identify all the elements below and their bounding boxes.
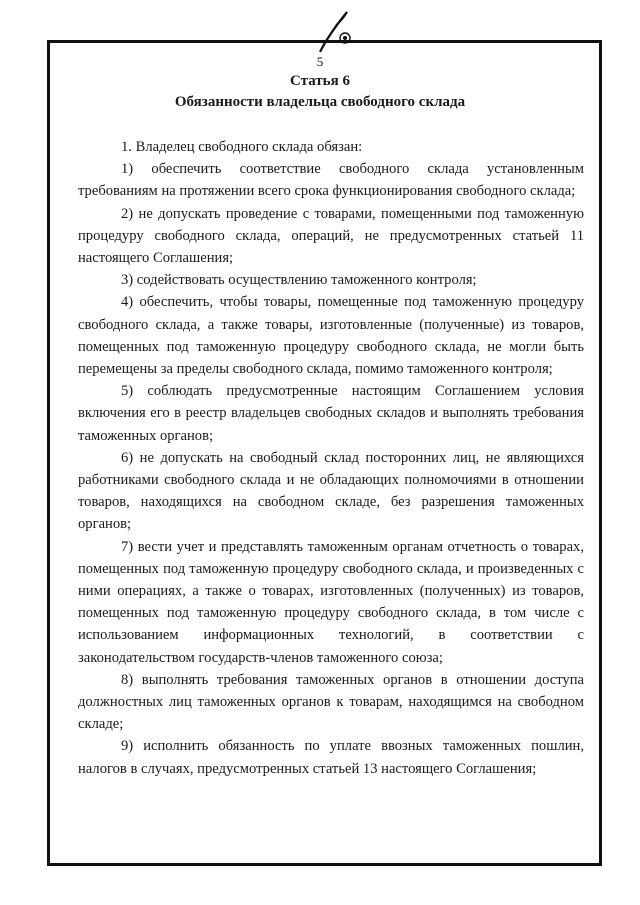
- article-title: Статья 6: [290, 73, 350, 89]
- intro-paragraph: 1. Владелец свободного склада обязан:: [121, 139, 363, 155]
- article-heading: Обязанности владельца свободного склада: [174, 94, 466, 110]
- article-body: [78, 133, 584, 780]
- list-item: 8) выполнять требования таможенных органов в отношении доступа должностных лиц таможенных органов к товарам, находящимся на свободном складе;: [78, 671, 584, 733]
- page-number: 5: [316, 54, 324, 69]
- list-item: 9) исполнить обязанность по уплате ввозных таможенных пошлин, налогов в случаях, предусмотренных статьей 13 настоящего Соглашения;: [78, 738, 584, 777]
- list-item: 5) соблюдать предусмотренные настоящим Соглашением условия включения его в реестр владельцев свободных складов и выполнять требования таможенных органов;: [78, 383, 584, 444]
- stamp-mark-icon: [316, 10, 352, 54]
- list-item: 2) не допускать проведение с товарами, помещенными под таможенную процедуру свободного склада, операций, не предусмотренных статьей 11 настоящего Соглашения;: [78, 205, 584, 267]
- list-item: 7) вести учет и представлять таможенным органам отчетность о товарах, помещенных под таможенную процедуру свободного склада, и произведенных с ними операциях, а также о товарах, изготовленных (полученных) из товаров, помещенных под таможенную процедуру свободного склада, в том числе с использованием информационных технологий, в соответствии с законодательством государств-членов таможенного союза;: [78, 538, 584, 666]
- list-item: 4) обеспечить, чтобы товары, помещенные под таможенную процедуру свободного склада, а также товары, изготовленные (полученные) из товаров, помещенных под таможенную процедуру свободного склада, не могли быть перемещены за пределы свободного склада, помимо таможенного контроля;: [78, 294, 584, 378]
- list-item: 6) не допускать на свободный склад посторонних лиц, не являющихся работниками свободного склада и не обладающих полномочиями в отношении товаров, находящихся на свободном складе, без разрешения таможенных органов;: [78, 449, 584, 533]
- list-item: 1) обеспечить соответствие свободного склада установленным требованиям на протяжении всего срока функционирования свободного склада;: [78, 161, 584, 200]
- list-item: 3) содействовать осуществлению таможенного контроля;: [121, 272, 477, 289]
